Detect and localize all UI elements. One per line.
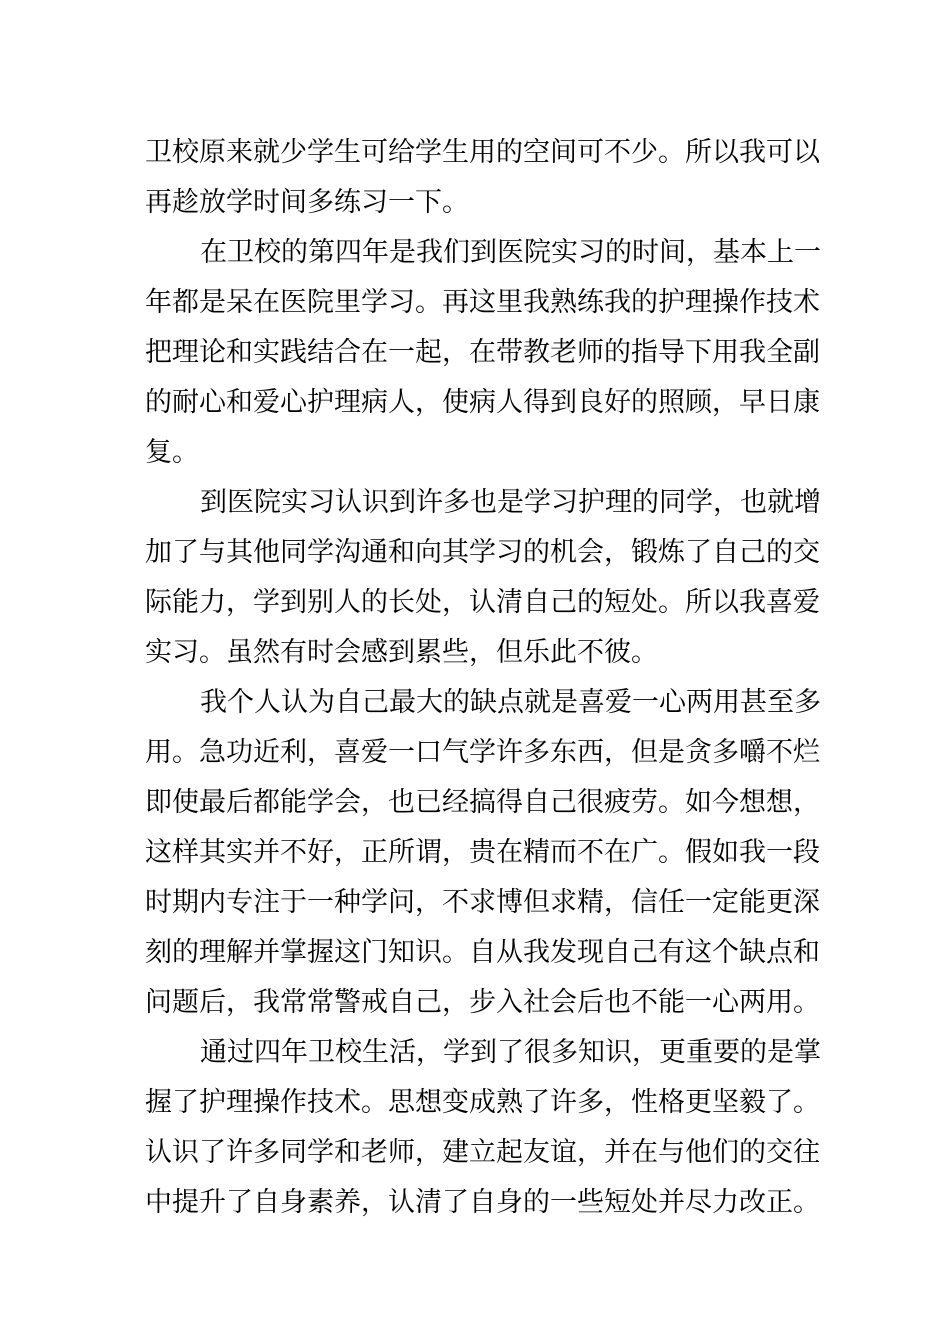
paragraph-4 [145, 678, 821, 1028]
text-line: 再趁放学时间多练习一下。 [145, 187, 469, 218]
paragraph-1 [145, 128, 820, 228]
text-line: 把理论和实践结合在一起，在带教老师的指导下用我全副 [145, 337, 820, 368]
text-line: 时期内专注于一种学问，不求博但求精，信任一定能更深 [145, 887, 820, 918]
text-line: 通过四年卫校生活，学到了很多知识，更重要的是掌 [200, 1037, 821, 1068]
text-line: 在卫校的第四年是我们到医院实习的时间，基本上一 [200, 237, 821, 268]
text-line: 实习。虽然有时会感到累些，但乐此不彼。 [145, 637, 658, 668]
paragraph-2 [145, 228, 821, 478]
text-line: 这样其实并不好，正所谓，贵在精而不在广。假如我一段 [145, 837, 820, 868]
text-line: 的耐心和爱心护理病人，使病人得到良好的照顾，早日康 [145, 387, 820, 418]
text-line: 到医院实习认识到许多也是学习护理的同学，也就增 [200, 487, 821, 518]
text-line: 加了与其他同学沟通和向其学习的机会，锻炼了自己的交 [145, 537, 820, 568]
text-line: 握了护理操作技术。思想变成熟了许多，性格更坚毅了。 [145, 1087, 820, 1118]
text-line: 中提升了自身素养，认清了自身的一些短处并尽力改正。 [145, 1187, 820, 1218]
paragraph-3 [145, 478, 821, 678]
text-line: 际能力，学到别人的长处，认清自己的短处。所以我喜爱 [145, 587, 820, 618]
text-line: 认识了许多同学和老师，建立起友谊，并在与他们的交往 [145, 1137, 820, 1168]
text-line: 卫校原来就少学生可给学生用的空间可不少。所以我可以 [145, 137, 820, 168]
text-line: 问题后，我常常警戒自己，步入社会后也不能一心两用。 [145, 987, 820, 1018]
text-line: 复。 [145, 437, 199, 468]
text-line: 我个人认为自己最大的缺点就是喜爱一心两用甚至多 [200, 687, 821, 718]
text-line: 刻的理解并掌握这门知识。自从我发现自己有这个缺点和 [145, 937, 820, 968]
document-body [145, 128, 821, 1228]
text-line: 即使最后都能学会，也已经搞得自己很疲劳。如今想想， [145, 787, 820, 818]
text-line: 用。急功近利，喜爱一口气学许多东西，但是贪多嚼不烂 [145, 737, 820, 768]
paragraph-5 [145, 1028, 821, 1228]
text-line: 年都是呆在医院里学习。再这里我熟练我的护理操作技术 [145, 287, 820, 318]
